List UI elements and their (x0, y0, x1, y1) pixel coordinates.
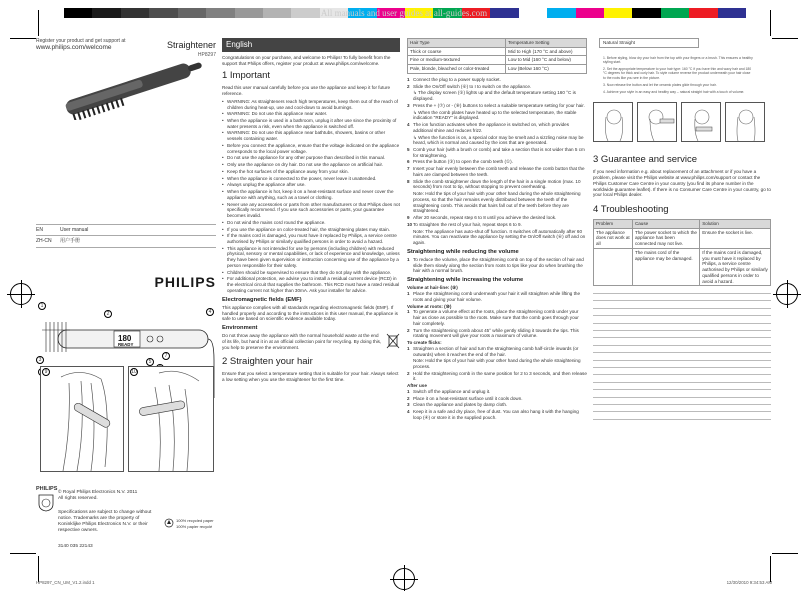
register-text: Register your product and get support at (36, 38, 126, 44)
table-cell: Fine or medium-textured (408, 56, 506, 65)
step-text: Slide the On/Off switch (⑥) to I to switch on the appliance. (413, 83, 532, 89)
environment-title: Environment (222, 325, 258, 332)
crossed-bin-icon (386, 333, 400, 349)
note-line (593, 419, 771, 420)
callout-7: 7 (162, 352, 170, 360)
step-number: 2 (407, 395, 410, 401)
styling-step: 2. Set the appropriate temperature to your hair type: 160 °C if you have thin and wavy hair and 180 °C degrees for thick and curly hair. To style volume reverse the product underneath your hair close to the roots like you see in the picture. (603, 67, 752, 80)
step-text: Connect the plug to a power supply socket. (413, 76, 501, 82)
table-row (408, 65, 587, 74)
step-text: Clean the appliance and plates by damp cloth. (413, 402, 508, 408)
doc-code: 3140 035 22143 (58, 544, 93, 549)
table-cell (594, 248, 633, 285)
step-item (407, 159, 587, 165)
bullet-item: • Do not wind the mains cord round the appliance. (222, 220, 400, 226)
table-header: Cause (632, 219, 699, 228)
step-text: To generate a volume effect at the roots, place the straightening comb under your hair as close as possible to the roots. Make sure that the comb goes through your hair completely. (413, 309, 579, 326)
note-line (593, 293, 771, 294)
step-text: ↳ When the comb plates have heated up to the selected temperature, the stable indication "READY" is displayed. (413, 109, 577, 121)
step-item (407, 84, 587, 90)
note-line (593, 360, 771, 361)
table-cell: The mains cord of the appliance may be damaged. (632, 248, 699, 285)
step-text: Slide the comb straightener down the length of the hair in a single motion (max. 10 seconds) from root to tip, without stopping to prevent overheating. (413, 178, 581, 190)
note-line (593, 323, 771, 324)
usage-illustration-roots (128, 366, 214, 472)
bullet-item: • WARNING: Do not use this appliance near bathtubs, showers, basins or other vessels containing water. (222, 130, 400, 141)
right-column (593, 38, 771, 568)
after-use-title: After use (407, 383, 427, 389)
step-number: 1 (407, 76, 410, 82)
footer-right: 12/30/2010 9:34:53 AM (726, 580, 772, 585)
step-item (407, 77, 587, 83)
step-number: 2 (407, 83, 410, 89)
bullet-item: • WARNING: As straighteners reach high temperatures, keep them out of the reach of children during heat-up, use and cool-down to avoid burnings. (222, 99, 400, 110)
flicks-title: To create flicks: (407, 340, 442, 346)
reducing-list (407, 257, 587, 274)
step-text: ↳ When the function is on, a special odor may be smelt and a sizzling noise may be heard, which is normal and caused by the ions that are generated. (413, 134, 584, 146)
environment-block (222, 333, 400, 352)
table-header: Problem (594, 219, 633, 228)
table-cell: If the mains cord is damaged, you must have it replaced by Philips, a service centre authorised by Philips or similarly qualified persons in order to avoid a hazard. (700, 248, 771, 285)
reducing-title: Straightening while reducing the volume (407, 248, 519, 255)
step-item (407, 215, 587, 221)
hairline-title: Volume at hair-line: (⑨) (407, 285, 458, 291)
increasing-title: Straightening while increasing the volume (407, 277, 524, 284)
table-row (594, 228, 771, 248)
styling-image-1 (593, 102, 633, 142)
callout-1: 1 (38, 302, 46, 310)
hair-sketch (41, 367, 125, 473)
emf-title: Electromagnetic fields (EMF) (222, 296, 302, 303)
product-name: Straightener (166, 40, 216, 50)
natural-straight-box (599, 38, 699, 48)
callout-3: 3 (36, 356, 44, 364)
after-use-list (407, 389, 587, 421)
step-item (407, 257, 587, 274)
step-item (407, 389, 587, 395)
guarantee-text: If you need information e.g. about replacement of an attachment or if you have a problem, please visit the Philips website at www.philips.com/support or contact the Philips Customer Care Centre in your country (you find its phone number in the worldwide guarantee leaflet). If there is no Consumer Care Centre in your country, go to your local Philips dealer. (593, 169, 771, 198)
styling-step: 4. Achieve your style in an easy and healthy way – natural straight hair with a touch of volume. (603, 90, 745, 95)
language-row[interactable] (36, 235, 216, 247)
note-line (593, 389, 771, 390)
step-item (407, 358, 587, 369)
roots-title: Volume at roots: (⑩) (407, 303, 452, 309)
step-item (407, 179, 587, 190)
step-number: 4 (407, 122, 410, 128)
step-number: 3 (407, 102, 410, 108)
bullet-item: • Only use the appliance on dry hair. Do not use the appliance on artificial hair. (222, 162, 400, 168)
bullet-item: • Always unplug the appliance after use. (222, 182, 400, 188)
step-text: Place it on a heat-resistant surface until it cools down. (413, 395, 523, 401)
straighten-title: 2 Straighten your hair (222, 356, 313, 368)
note-line (593, 397, 771, 398)
step-item (407, 328, 587, 339)
step-item (407, 135, 587, 146)
registration-mark (776, 283, 798, 305)
recycle-icon (164, 518, 174, 528)
step-item (407, 371, 587, 382)
styling-image-2 (637, 102, 677, 142)
table-row (408, 56, 587, 65)
display-status: READY (118, 342, 134, 347)
note-line (593, 300, 771, 301)
note-line (593, 330, 771, 331)
note-line (593, 382, 771, 383)
step-number: 6 (407, 159, 410, 165)
table-row (408, 47, 587, 56)
section-label-english: English (222, 38, 400, 52)
footer-left: HP8297_CN_UM_V1.2.indd 1 (36, 580, 95, 585)
congrats-text: Congratulations on your purchase, and welcome to Philips! To fully benefit from the support that Philips offers, register your product at www.philips.com/welcome. (222, 55, 391, 66)
styling-image-4 (725, 102, 765, 142)
note-line (593, 411, 771, 412)
callout-4: 4 (206, 308, 214, 316)
usage-illustration-hairline (40, 366, 124, 472)
step-item (407, 309, 587, 326)
crop-mark (10, 38, 36, 39)
step-number: 4 (407, 409, 410, 415)
note-line (593, 404, 771, 405)
callout-2: 2 (104, 310, 112, 318)
table-cell: The appliance does not work at all (594, 228, 633, 248)
note-line (593, 352, 771, 353)
table-cell: Mid to High (170 °C and above) (506, 47, 587, 56)
styling-image-3 (681, 102, 721, 142)
crop-mark (10, 553, 36, 554)
step-text: To straighten the rest of your hair, repeat steps 6 to 9. (413, 221, 522, 227)
language-label: 用户手册 (60, 238, 81, 245)
model-number: HP8297 (197, 52, 216, 58)
recycled-label-fr: 100% papier recyclé (176, 524, 213, 529)
step-text: Switch off the appliance and unplug it. (413, 388, 491, 394)
step-number: 8 (407, 178, 410, 184)
step-number: 1 (407, 291, 410, 297)
step-text: The ion function activates when the appliance is switched on, which provides additional shine and reduces frizz. (413, 122, 570, 133)
step-item (407, 409, 587, 420)
hairline-list (407, 291, 587, 302)
guarantee-title: 3 Guarantee and service (593, 154, 698, 166)
straighten-text: Ensure that you select a temperature setting that is suitable for your hair. Always select a low setting when you use the straightener for the first time. (222, 371, 399, 383)
brand-logo: PHILIPS (154, 274, 216, 290)
crop-mark (772, 38, 798, 39)
step-text: Place the straightening comb underneath your hair it will straighten while lifting the roots and giving your hair volume. (413, 291, 580, 302)
spec-notice: Specifications are subject to change without notice. Trademarks are the property of Koninklijke Philips Electronics N.V. or their respective owners. (58, 510, 152, 533)
bullet-item: • This appliance is not intended for use by persons (including children) with reduced physical, sensory or mental capabilities, or lack of experience and knowledge, unless they have been given supervision or instruction concerning use of the appliance by a person responsible for their safety. (222, 246, 400, 269)
bullet-item: • Never use any accessories or parts from other manufacturers or that Philips does not specifically recommend. If you use such accessories or parts, your guarantee becomes invalid. (222, 202, 400, 219)
cover-column (36, 38, 216, 558)
table-header: Solution (700, 219, 771, 228)
crop-mark (38, 10, 39, 36)
steps-column (407, 38, 587, 568)
bullet-item: • Before you connect the appliance, ensure that the voltage indicated on the appliance corresponds to the local power voltage. (222, 143, 400, 154)
emf-text: This appliance complies with all standards regarding electromagnetic fields (EMF). If handled properly and according to the instructions in this user manual, the appliance is safe to use based on scientific evidence available today. (222, 304, 398, 322)
bullet-item: • Do not use the appliance for any other purpose than described in this manual. (222, 155, 400, 161)
step-item (407, 222, 587, 228)
bullet-item: • When the appliance is connected to the power, never leave it unattended. (222, 176, 400, 182)
step-text: Note: The appliance has auto-shut off function. It switches off automatically after 60 minutes. You can reactivate the appliance by setting the On/Off switch (⑥) off and on again. (413, 228, 586, 246)
styling-steps (603, 56, 753, 95)
step-text: Straighten a section of hair and turn the straightening comb half-circle inwards (or outwards) when it reaches the end of the hair. (413, 345, 579, 357)
callout-9: 9 (42, 368, 50, 376)
step-item (407, 291, 587, 302)
step-text: Note: Hold the tips of your hair with your other hand during the whole straightening process, so that the hair remains evenly distributed between the teeth of the straightening comb. This avoids that hairs fall out of the teeth before they are straightened. (413, 191, 581, 214)
straightener-illustration (42, 62, 212, 120)
step-item (407, 122, 587, 133)
step-text: Press the button (③) to open the comb teeth (①). (413, 159, 513, 165)
steps-list (407, 77, 587, 246)
bullet-item: • WARNING: Do not use this appliance near water. (222, 111, 400, 117)
crop-mark (770, 10, 771, 36)
registration-mark (393, 568, 415, 590)
register-url[interactable]: www.philips.com/welcome (36, 44, 112, 52)
step-number: 2 (407, 327, 410, 333)
language-code: EN (36, 227, 43, 233)
language-code: ZH-CN (36, 238, 52, 245)
bullet-item: • If you use the appliance on color-treated hair, the straightening plates may stain. (222, 227, 400, 233)
step-number: 1 (407, 345, 410, 351)
callout-10: 10 (131, 369, 137, 375)
language-list (36, 224, 216, 248)
step-text: Keep it in a safe and dry place, free of dust. You can also hang it with the hanging loop (④) or store it in the supplied pouch. (413, 409, 579, 420)
table-cell: Thick or coarse (408, 47, 506, 56)
troubleshooting-title: 4 Troubleshooting (593, 204, 669, 216)
step-number: 3 (407, 402, 410, 408)
step-text: Comb your hair (with a brush or comb) and take a section that is not wider than 5 cm for straightening. (413, 147, 585, 158)
step-item (407, 396, 587, 402)
step-number: 2 (407, 370, 410, 376)
notes-lines (593, 293, 771, 419)
step-item (407, 147, 587, 158)
flicks-list (407, 346, 587, 382)
rights: All rights reserved. (58, 496, 98, 501)
note-line (593, 315, 771, 316)
language-label: User manual (60, 227, 89, 233)
table-header: Temperature Setting (506, 39, 587, 48)
crop-mark (772, 553, 798, 554)
important-title: 1 Important (222, 70, 271, 82)
step-number: 9 (407, 215, 410, 221)
english-column (222, 38, 400, 568)
step-number: 7 (407, 166, 410, 172)
step-item (407, 103, 587, 109)
styling-step: 1. Before styling, blow dry your hair from the top with your fingers or a brush. This ensures a healthy styling start. (603, 55, 753, 64)
watermark: All manuals and user guides at all-guides.com (320, 8, 488, 18)
important-intro: Read this user manual carefully before you use the appliance and keep it for future reference. (222, 85, 391, 97)
step-text: To reduce the volume, place the straightening comb on top of the section of hair and slide them slowly along the section from roots to tips like your do when brushing the hair with a normal brush. (413, 257, 584, 274)
step-number: 10 (407, 221, 413, 227)
step-text: Turn the straightening comb about 45° while gently sliding it towards the tips. This rotating movement will give your roots a maximum of volume. (413, 327, 579, 339)
step-number: 1 (407, 257, 410, 262)
shield-icon (38, 494, 54, 512)
step-text: Note: Hold the tips of your hair with your other hand during the whole straightening process. (413, 358, 581, 369)
display-reading: 180 (118, 334, 132, 343)
step-item (407, 402, 587, 408)
step-text: Insert your hair evenly between the comb teeth and release the comb button that the hairs are clamped between the teeth. (413, 166, 585, 177)
note-line (593, 345, 771, 346)
step-number: 1 (407, 388, 410, 394)
step-text: Press the + (⑦) or - (⑧) buttons to select a suitable temperature setting for your hair. (413, 102, 585, 108)
troubleshooting-table (593, 219, 771, 286)
bullet-item: • Keep the hot surfaces of the appliance away from your skin. (222, 169, 400, 175)
brand-logo-small: PHILIPS (36, 486, 58, 492)
step-text: After 20 seconds, repeat step 6 to 8 until you achieve the desired look. (413, 215, 557, 221)
note-line (593, 367, 771, 368)
step-number: 5 (407, 147, 410, 153)
table-row (594, 248, 771, 285)
recycled-label: 100% recycled paper (176, 518, 214, 523)
step-item (407, 229, 587, 246)
table-cell: Low (Below 160 °C) (506, 65, 587, 74)
roots-list (407, 309, 587, 339)
table-header: Hair Type (408, 39, 506, 48)
table-cell: Low to Mid (160 °C and below) (506, 56, 587, 65)
bullet-item: • If the mains cord is damaged, you must have it replaced by Philips, a service centre authorised by Philips or similarly qualified persons in order to avoid a hazard. (222, 233, 400, 244)
step-item (407, 166, 587, 177)
table-cell: Ensure the socket is live. (700, 228, 771, 248)
hair-sketch (129, 367, 215, 473)
bullet-item: • When the appliance is hot, keep it on a heat-resistant surface and never cover the appliance with anything, such as a towel or clothing. (222, 189, 400, 200)
environment-text: Do not throw away the appliance with the normal household waste at the end of its life, but hand it in at an official collection point for recycling. By doing this, you help to preserve the environment. (222, 333, 382, 350)
table-cell: Pale, blonde, bleached or color-treated (408, 65, 506, 74)
step-item (407, 90, 587, 101)
bullet-item: • When the appliance is used in a bathroom, unplug it after use since the proximity of water presents a risk, even when the appliance is switched off. (222, 118, 400, 129)
table-cell: The power socket to which the appliance has been connected may not live. (632, 228, 699, 248)
styling-step: 3. Now release the button and let the ceramic plates glide through your hair. (603, 82, 717, 87)
note-line (593, 374, 771, 375)
note-line (593, 337, 771, 338)
step-number: 1 (407, 309, 410, 315)
styling-images (593, 102, 771, 142)
important-list (222, 99, 400, 294)
note-line (593, 308, 771, 309)
registration-mark (10, 283, 32, 305)
step-text: Hold the straightening comb in the same position for 2 to 3 seconds, and then release it. (413, 370, 587, 382)
crop-mark (38, 556, 39, 582)
callout-5: 5 (146, 358, 154, 366)
step-text: ↳ The display screen (⑤) lights up and the default temperature setting 160 °C is displayed. (413, 90, 576, 102)
copyright: © Royal Philips Electronics N.V. 2011 (58, 490, 138, 495)
step-item (407, 191, 587, 214)
language-row[interactable] (36, 224, 216, 235)
step-item (407, 110, 587, 121)
natural-straight-label: Natural Straight (603, 40, 635, 45)
bullet-item: • Children should be supervised to ensure that they do not play with the appliance. (222, 270, 400, 276)
step-item (407, 346, 587, 357)
bullet-item: • For additional protection, we advise you to install a residual current device (RCD) in the electrical circuit that supplies the bathroom. This RCD must have a rated residual operating current not higher than 30mA. Ask your installer for advice. (222, 276, 400, 293)
settings-table (407, 38, 587, 74)
